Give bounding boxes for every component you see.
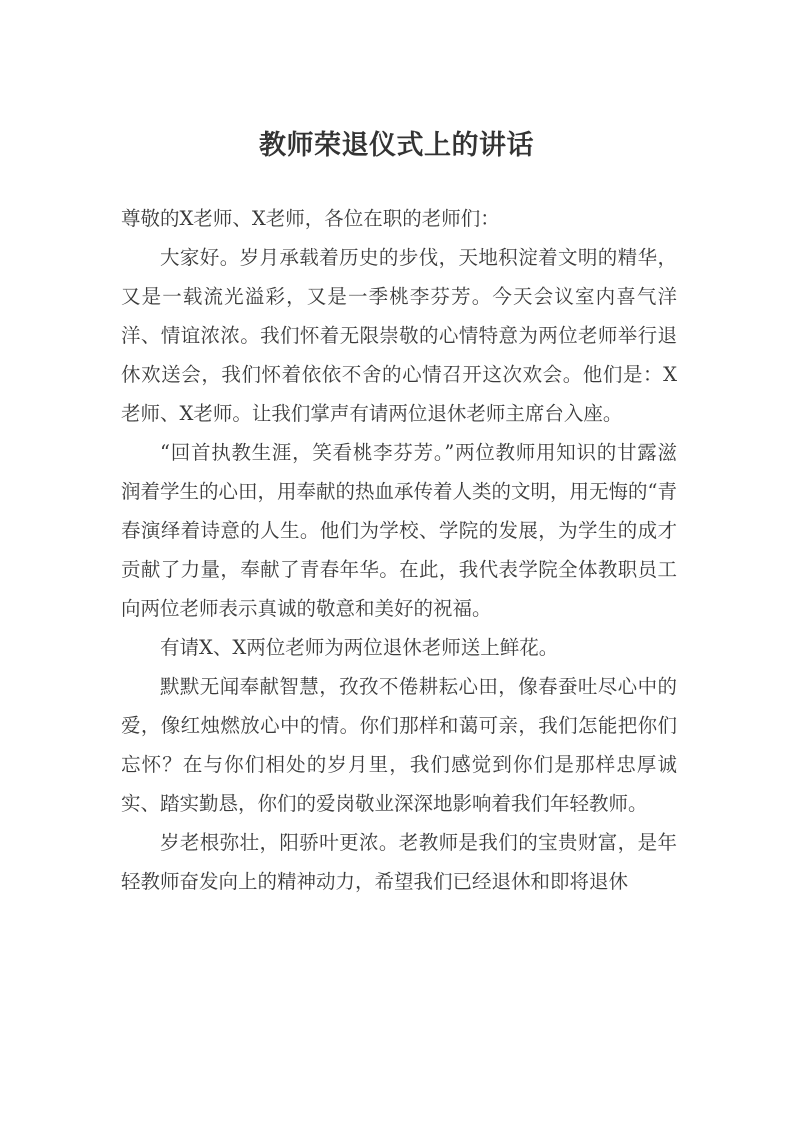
paragraph: “回首执教生涯，笑看桃李芬芳。”两位教师用知识的甘露滋润着学生的心田，用奉献的热血承传着人类的文明，用无悔的“青春演绎着诗意的人生。他们为学校、学院的发展，为学生的成才贡献了力量，奉献了青春年华。在此，我代表学院全体教职员工向两位老师表示真诚的敬意和美好的祝福。 — [121, 441, 677, 620]
salutation: 尊敬的X老师、X老师，各位在职的老师们： — [121, 207, 500, 230]
paragraph: 大家好。岁月承载着历史的步伐，天地积淀着文明的精华，又是一载流光溢彩，又是一季桃李芬芳。今天会议室内喜气洋洋、情谊浓浓。我们怀着无限崇敬的心情特意为两位老师举行退休欢送会，我们怀着依依不舍的心情召开这次欢会。他们是：X老师、X老师。让我们掌声有请两位退休老师主席台入座。 — [121, 246, 677, 425]
paragraph: 有请X、X两位老师为两位退休老师送上鲜花。 — [160, 636, 559, 659]
paragraph: 岁老根弥壮，阳骄叶更浓。老教师是我们的宝贵财富，是年轻教师奋发向上的精神动力，希望我们已经退休和即将退休 — [121, 831, 677, 893]
paragraph: 默默无闻奉献智慧，孜孜不倦耕耘心田，像春蚕吐尽心中的爱，像红烛燃放心中的情。你们那样和蔼可亲，我们怎能把你们忘怀？在与你们相处的岁月里，我们感觉到你们是那样忠厚诚实、踏实勤恳，你们的爱岗敬业深深地影响着我们年轻教师。 — [121, 675, 677, 815]
document-title: 教师荣退仪式上的讲话 — [259, 130, 534, 161]
document-body — [121, 199, 677, 901]
